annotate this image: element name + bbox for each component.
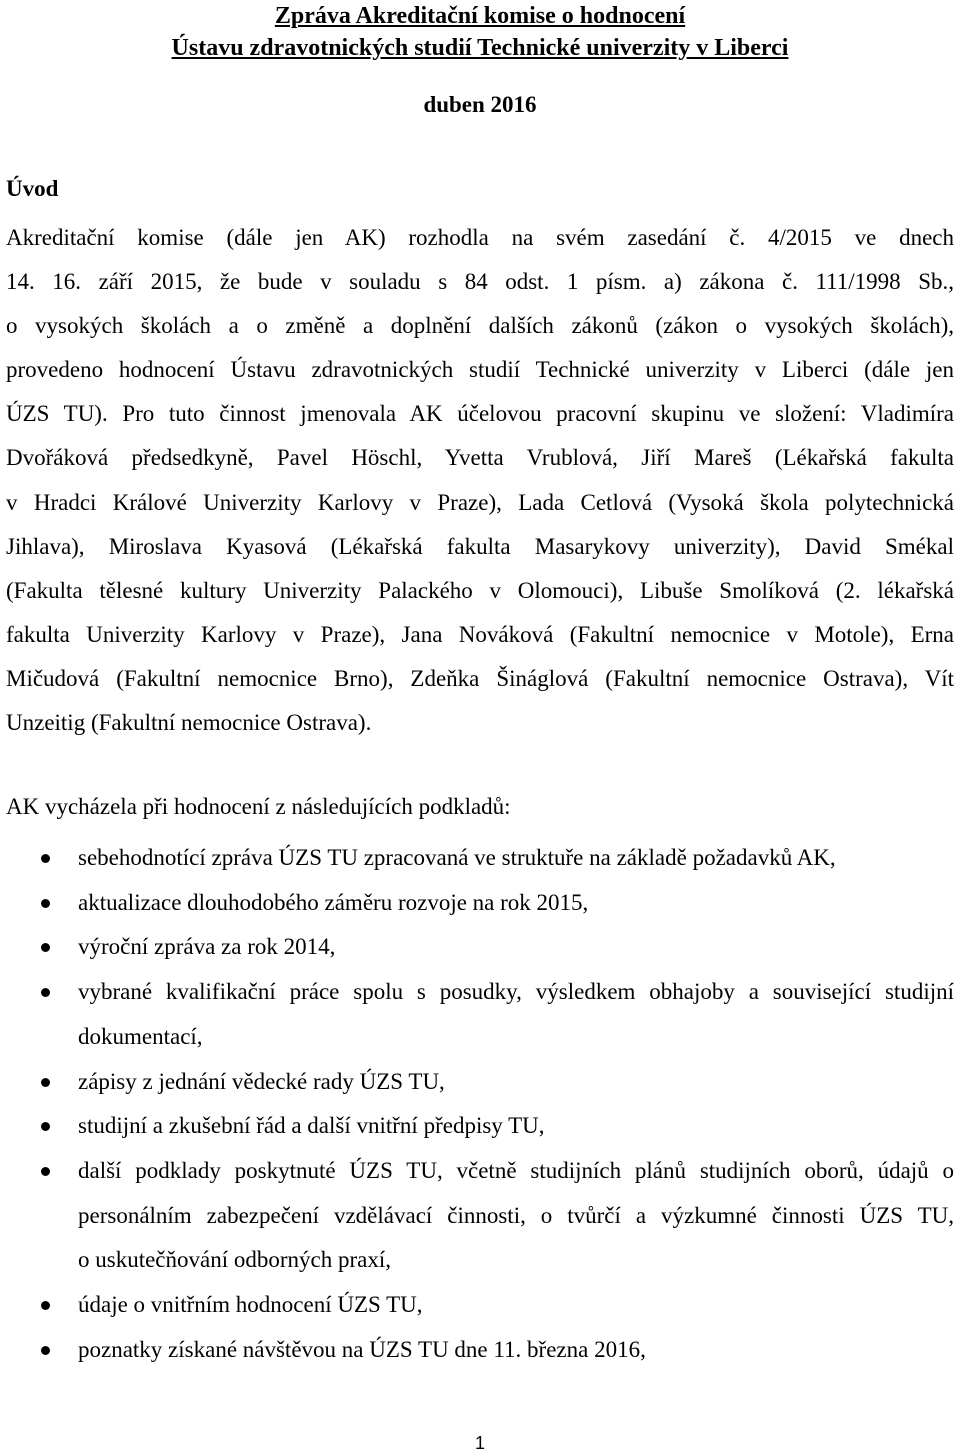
intro-line: ÚZS TU). Pro tuto činnost jmenovala AK účelovou pracovní skupinu ve složení: Vladimíra (6, 401, 954, 427)
page-number: 1 (474, 1433, 485, 1453)
intro-line: Mičudová (Fakultní nemocnice Brno), Zdeňka Šináglová (Fakultní nemocnice Ostrava), Vít (6, 665, 954, 691)
bullet-icon (41, 1167, 50, 1176)
bullet-icon (41, 988, 50, 997)
list-item-text (78, 881, 954, 926)
intro-paragraph (6, 216, 954, 745)
list-item-text (78, 1149, 954, 1283)
intro-line: 14. 16. září 2015, že bude v souladu s 84 odst. 1 písm. a) zákona č. 111/1998 Sb., (6, 269, 954, 295)
bullet-icon (41, 899, 50, 908)
list-item-line: údaje o vnitřním hodnocení ÚZS TU, (78, 1292, 423, 1317)
bullet-icon (41, 854, 50, 863)
intro-line: Dvořáková předsedkyně, Pavel Höschl, Yvetta Vrublová, Jiří Mareš (Lékařská fakulta (6, 445, 954, 471)
list-item-line: poznatky získané návštěvou na ÚZS TU dne 11. března 2016, (78, 1336, 646, 1362)
bullet-icon (41, 1122, 50, 1131)
list-item-line: personálním zabezpečení vzdělávací činnosti, o tvůrčí a výzkumné činnosti ÚZS TU, (78, 1202, 954, 1228)
section-heading: Úvod (6, 176, 59, 201)
document-title-line-1: Zpráva Akreditační komise o hodnocení (274, 3, 686, 29)
bullet-icon (41, 943, 50, 952)
list-item-text (78, 1104, 954, 1149)
list-item-line: studijní a zkušební řád a další vnitřní předpisy TU, (78, 1113, 545, 1139)
bullet-icon (41, 1346, 50, 1355)
intro-line: Unzeitig (Fakultní nemocnice Ostrava). (6, 710, 372, 736)
list-item-text (78, 1283, 954, 1328)
intro-line: provedeno hodnocení Ústavu zdravotnických studií Technické univerzity v Liberci (dále jen (6, 357, 954, 383)
intro-line: o vysokých školách a o změně a doplnění dalších zákonů (zákon o vysokých školách), (6, 313, 954, 339)
list-item-line: aktualizace dlouhodobého záměru rozvoje na rok 2015, (78, 889, 589, 915)
list-item-line: dokumentací, (78, 1023, 203, 1049)
intro-line: v Hradci Králové Univerzity Karlovy v Praze), Lada Cetlová (Vysoká škola polytechnická (6, 489, 954, 515)
document-title-line-2: Ústavu zdravotnických studií Technické univerzity v Liberci (171, 35, 789, 61)
list-item-line: zápisy z jednání vědecké rady ÚZS TU, (78, 1068, 445, 1094)
intro-line: Jihlava), Miroslava Kyasová (Lékařská fakulta Masarykovy univerzity), David Smékal (6, 533, 954, 559)
list-item-line: vybrané kvalifikační práce spolu s posudky, výsledkem obhajoby a související studijní (78, 979, 954, 1005)
intro-line: (Fakulta tělesné kultury Univerzity Palackého v Olomouci), Libuše Smolíková (2. lékařská (6, 577, 954, 603)
list-lead: AK vycházela při hodnocení z následujících podkladů: (6, 794, 511, 819)
bullet-icon (41, 1078, 50, 1087)
list-item-text (78, 1328, 954, 1373)
intro-line: fakulta Univerzity Karlovy v Praze), Jana Nováková (Fakultní nemocnice v Motole), Erna (6, 621, 954, 647)
intro-line: Akreditační komise (dále jen AK) rozhodla na svém zasedání č. 4/2015 ve dnech (6, 225, 954, 250)
bullet-icon (41, 1301, 50, 1310)
list-item-line: výroční zpráva za rok 2014, (78, 934, 336, 960)
list-item-text (78, 970, 954, 1059)
list-item-line: další podklady poskytnuté ÚZS TU, včetně studijních plánů studijních oborů, údajů o (78, 1157, 954, 1183)
list-item-text (78, 925, 954, 970)
list-item-text (78, 836, 954, 881)
document-date: duben 2016 (423, 92, 537, 117)
list-item-line: sebehodnotící zpráva ÚZS TU zpracovaná ve struktuře na základě požadavků AK, (78, 845, 836, 870)
list-item-line: o uskutečňování odborných praxí, (78, 1247, 391, 1273)
list-item-text (78, 1060, 954, 1105)
